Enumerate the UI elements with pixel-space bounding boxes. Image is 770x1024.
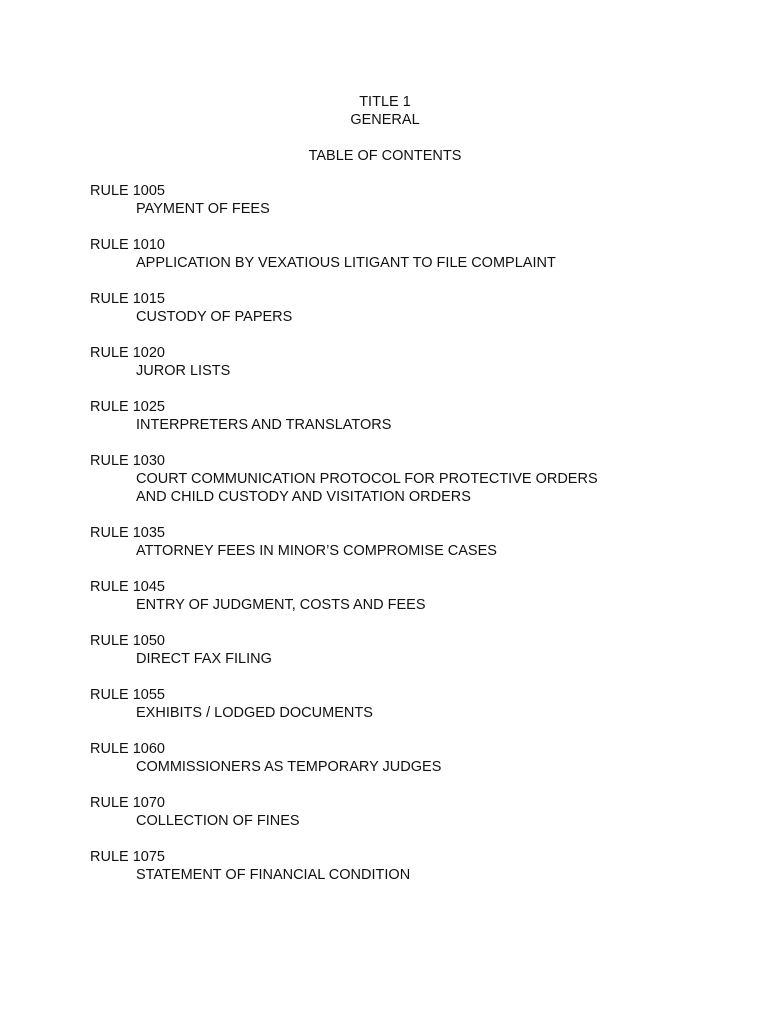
rule-number: RULE 1010 xyxy=(90,237,165,253)
rule-title: EXHIBITS / LODGED DOCUMENTS xyxy=(136,705,373,721)
rule-title: CUSTODY OF PAPERS xyxy=(136,309,293,325)
rule-number: RULE 1050 xyxy=(90,633,165,649)
rule-title: DIRECT FAX FILING xyxy=(136,651,272,667)
rule-number: RULE 1060 xyxy=(90,741,165,757)
rule-number: RULE 1030 xyxy=(90,453,165,469)
toc-entry-1045 xyxy=(90,578,710,614)
rule-title: COMMISSIONERS AS TEMPORARY JUDGES xyxy=(136,759,442,775)
toc-entry-1070 xyxy=(90,794,710,830)
rule-number: RULE 1055 xyxy=(90,687,165,703)
toc-entry-1035 xyxy=(90,524,710,560)
toc-entry-1020 xyxy=(90,344,710,380)
rule-number: RULE 1020 xyxy=(90,345,165,361)
toc-entry-1050 xyxy=(90,632,710,668)
rule-number: RULE 1075 xyxy=(90,849,165,865)
rule-title-continuation: AND CHILD CUSTODY AND VISITATION ORDERS xyxy=(136,489,471,505)
rule-title: STATEMENT OF FINANCIAL CONDITION xyxy=(136,867,411,883)
toc-entry-1015 xyxy=(90,290,710,326)
toc-entry-1055 xyxy=(90,686,710,722)
rule-title: INTERPRETERS AND TRANSLATORS xyxy=(136,417,392,433)
rule-title: ATTORNEY FEES IN MINOR’S COMPROMISE CASES xyxy=(136,543,497,559)
rule-title: PAYMENT OF FEES xyxy=(136,201,270,217)
rule-title: JUROR LISTS xyxy=(136,363,231,379)
rule-title: COLLECTION OF FINES xyxy=(136,813,300,829)
rule-title: APPLICATION BY VEXATIOUS LITIGANT TO FILE COMPLAINT xyxy=(136,255,556,271)
rule-number: RULE 1045 xyxy=(90,579,165,595)
toc-entry-1025 xyxy=(90,398,710,434)
rule-title: COURT COMMUNICATION PROTOCOL FOR PROTECTIVE ORDERS xyxy=(136,471,598,487)
toc-entry-1060 xyxy=(90,740,710,776)
subtitle-line: GENERAL xyxy=(350,112,420,128)
toc-entry-1005 xyxy=(90,182,710,218)
title-line: TITLE 1 xyxy=(359,94,411,110)
toc-entry-1075 xyxy=(90,848,710,884)
rule-title: ENTRY OF JUDGMENT, COSTS AND FEES xyxy=(136,597,426,613)
rule-number: RULE 1035 xyxy=(90,525,165,541)
rule-number: RULE 1005 xyxy=(90,183,165,199)
document-header xyxy=(0,93,770,129)
toc-entry-1030 xyxy=(90,452,710,506)
rule-number: RULE 1025 xyxy=(90,399,165,415)
rule-number: RULE 1015 xyxy=(90,291,165,307)
rule-number: RULE 1070 xyxy=(90,795,165,811)
toc-entry-1010 xyxy=(90,236,710,272)
toc-heading: TABLE OF CONTENTS xyxy=(308,148,462,164)
toc-list xyxy=(90,182,710,902)
